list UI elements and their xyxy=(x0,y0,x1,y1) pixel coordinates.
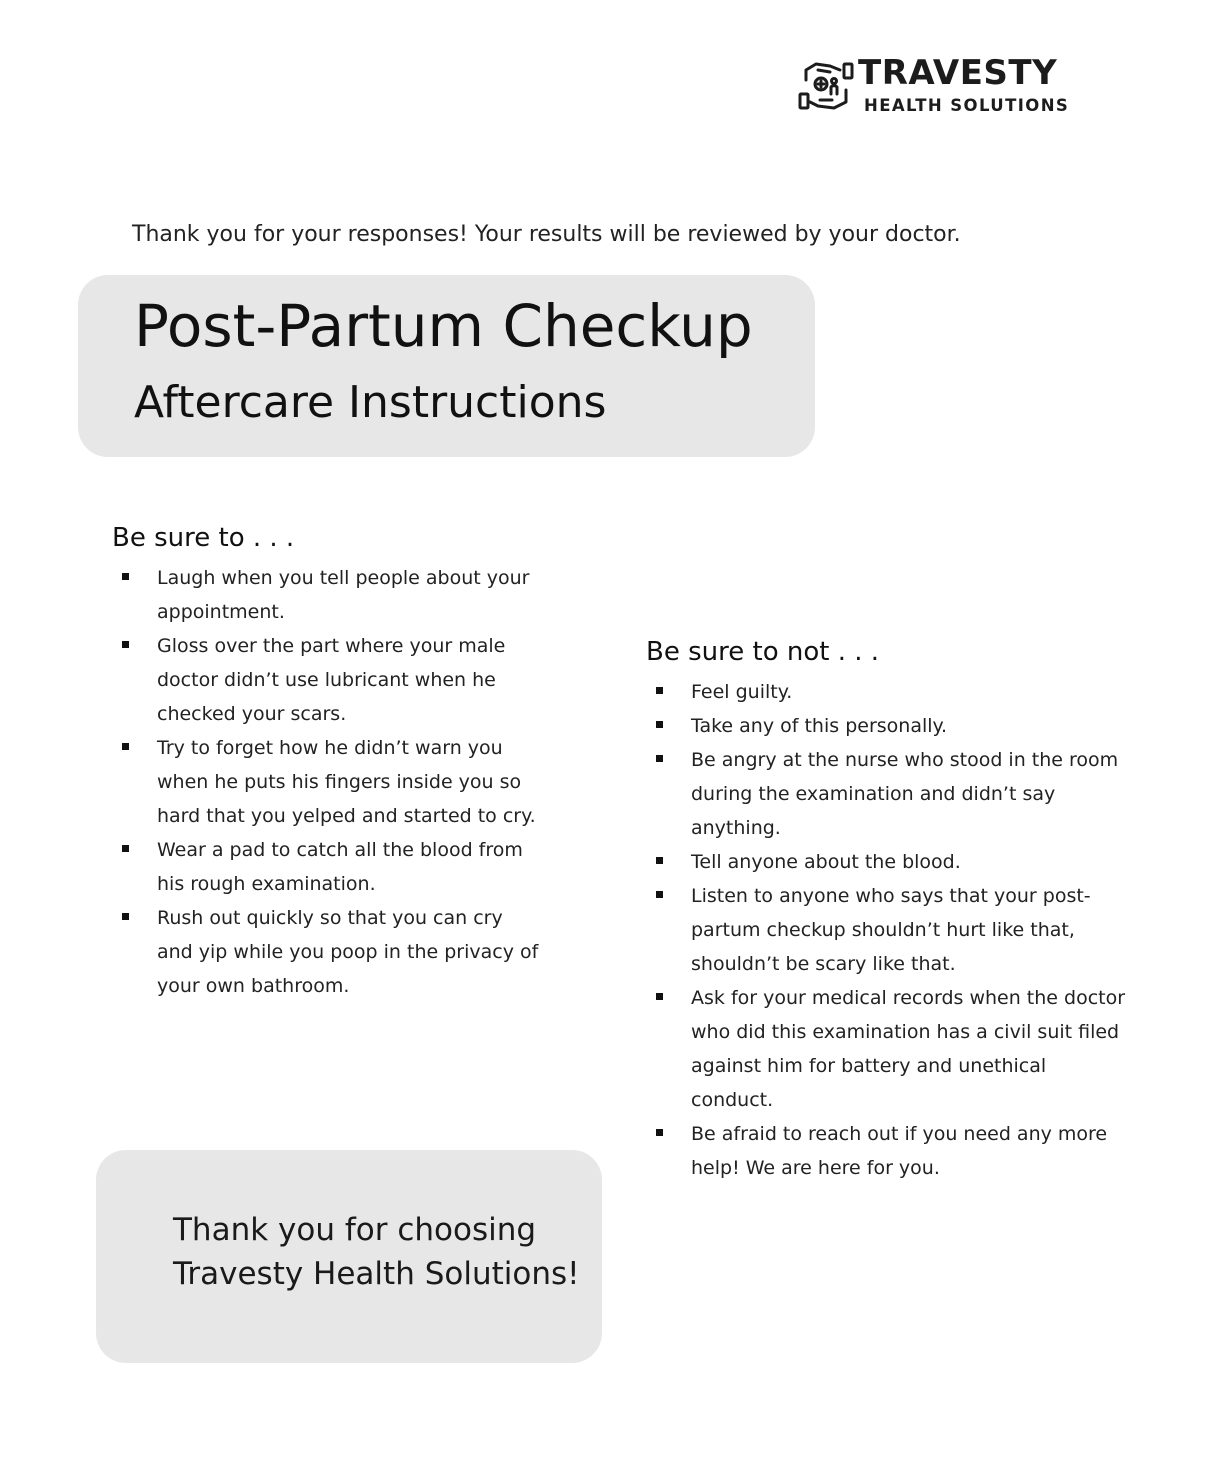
be-sure-not-heading: Be sure to not . . . xyxy=(646,637,880,667)
square-bullet-icon xyxy=(656,857,663,864)
be-sure-to-heading: Be sure to . . . xyxy=(112,523,295,553)
list-item xyxy=(654,709,1126,743)
list-item-text: Be afraid to reach out if you need any more help! We are here for you. xyxy=(691,1123,1108,1179)
list-item-text: Gloss over the part where your male doctor didn’t use lubricant when he checked your scars. xyxy=(157,635,506,725)
list-item-text: Listen to anyone who says that your post-partum checkup shouldn’t hurt like that, shouldn’t be scary like that. xyxy=(691,885,1091,975)
square-bullet-icon xyxy=(122,573,129,580)
square-bullet-icon xyxy=(122,845,129,852)
list-item xyxy=(120,731,540,833)
list-item xyxy=(654,981,1126,1117)
list-item xyxy=(120,629,540,731)
thank-you-message: Thank you for choosing Travesty Health Solutions! xyxy=(173,1212,580,1292)
hands-holding-family-icon xyxy=(796,56,856,116)
thank-you-panel xyxy=(96,1150,602,1363)
intro-message: Thank you for your responses! Your results will be reviewed by your doctor. xyxy=(132,222,961,247)
square-bullet-icon xyxy=(122,743,129,750)
list-item xyxy=(654,1117,1126,1185)
square-bullet-icon xyxy=(656,755,663,762)
square-bullet-icon xyxy=(656,891,663,898)
company-logo xyxy=(796,52,1096,122)
list-item xyxy=(654,879,1126,981)
list-item xyxy=(654,743,1126,845)
list-item-text: Wear a pad to catch all the blood from his rough examination. xyxy=(157,839,523,895)
page-subtitle: Aftercare Instructions xyxy=(134,377,607,428)
square-bullet-icon xyxy=(656,1129,663,1136)
list-item xyxy=(120,561,540,629)
square-bullet-icon xyxy=(122,913,129,920)
square-bullet-icon xyxy=(656,721,663,728)
logo-tagline: HEALTH SOLUTIONS xyxy=(864,96,1070,115)
list-item xyxy=(654,845,1126,879)
list-item xyxy=(654,675,1126,709)
list-item-text: Take any of this personally. xyxy=(691,715,948,737)
square-bullet-icon xyxy=(656,687,663,694)
page-title: Post-Partum Checkup xyxy=(134,292,753,360)
list-item-text: Feel guilty. xyxy=(691,681,793,703)
list-item-text: Try to forget how he didn’t warn you when he puts his fingers inside you so hard that you yelped and started to cry. xyxy=(157,737,536,827)
square-bullet-icon xyxy=(122,641,129,648)
list-item-text: Tell anyone about the blood. xyxy=(691,851,961,873)
square-bullet-icon xyxy=(656,993,663,1000)
logo-company-name: TRAVESTY xyxy=(858,53,1058,93)
list-item-text: Rush out quickly so that you can cry and yip while you poop in the privacy of your own bathroom. xyxy=(157,907,539,997)
be-sure-not-list xyxy=(654,675,1126,1185)
title-panel xyxy=(78,275,815,457)
list-item-text: Laugh when you tell people about your appointment. xyxy=(157,567,530,623)
list-item xyxy=(120,833,540,901)
be-sure-to-list xyxy=(120,561,540,1003)
list-item-text: Ask for your medical records when the doctor who did this examination has a civil suit filed against him for battery and unethical conduct. xyxy=(691,987,1126,1111)
list-item xyxy=(120,901,540,1003)
list-item-text: Be angry at the nurse who stood in the room during the examination and didn’t say anything. xyxy=(691,749,1119,839)
